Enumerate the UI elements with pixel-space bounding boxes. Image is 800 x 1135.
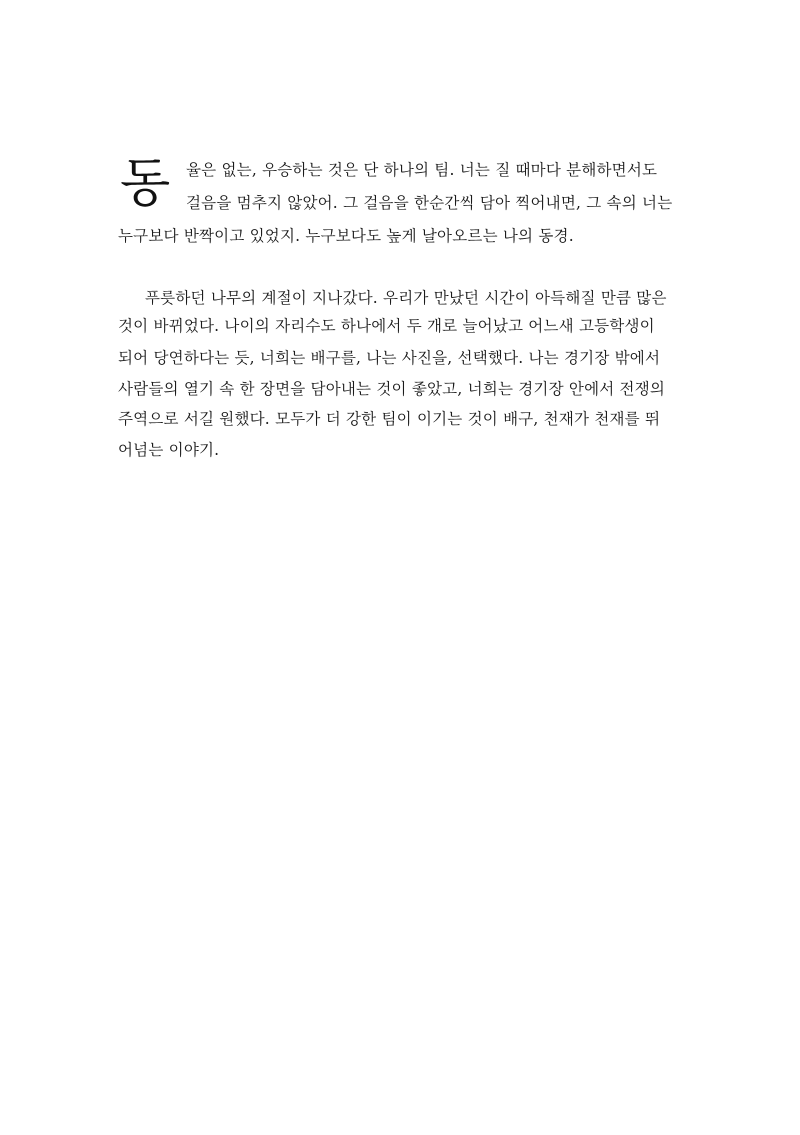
paragraph-1-line-2: 걸음을 멈추지 않았어. 그 걸음을 한순간씩 담아 찍어내면, 그 속의 너는 xyxy=(186,194,673,212)
paragraph-2-line-6: 어넘는 이야기. xyxy=(118,441,220,459)
paragraph-2-line-4: 사람들의 열기 속 한 장면을 담아내는 것이 좋았고, 너희는 경기장 안에서 전쟁의 xyxy=(118,380,666,398)
paragraph-2-line-2: 것이 바뀌었다. 나이의 자리수도 하나에서 두 개로 늘어났고 어느새 고등학생이 xyxy=(118,317,655,335)
drop-cap-letter: 동 xyxy=(120,154,171,214)
paragraph-2-line-3: 되어 당연하다는 듯, 너희는 배구를, 나는 사진을, 선택했다. 나는 경기장 밖에서 xyxy=(118,349,661,367)
paragraph-1-line-1: 율은 없는, 우승하는 것은 단 하나의 팀. 너는 질 때마다 분해하면서도 xyxy=(186,161,658,179)
paragraph-1-line-3: 누구보다 반짝이고 있었지. 누구보다도 높게 날아오르는 나의 동경. xyxy=(118,227,574,245)
paragraph-2-line-5: 주역으로 서길 원했다. 모두가 더 강한 팀이 이기는 것이 배구, 천재가 천재를 뛰 xyxy=(118,410,661,428)
paragraph-2-line-1: 푸릇하던 나무의 계절이 지나갔다. 우리가 만났던 시간이 아득해질 만큼 많은 xyxy=(145,289,667,307)
